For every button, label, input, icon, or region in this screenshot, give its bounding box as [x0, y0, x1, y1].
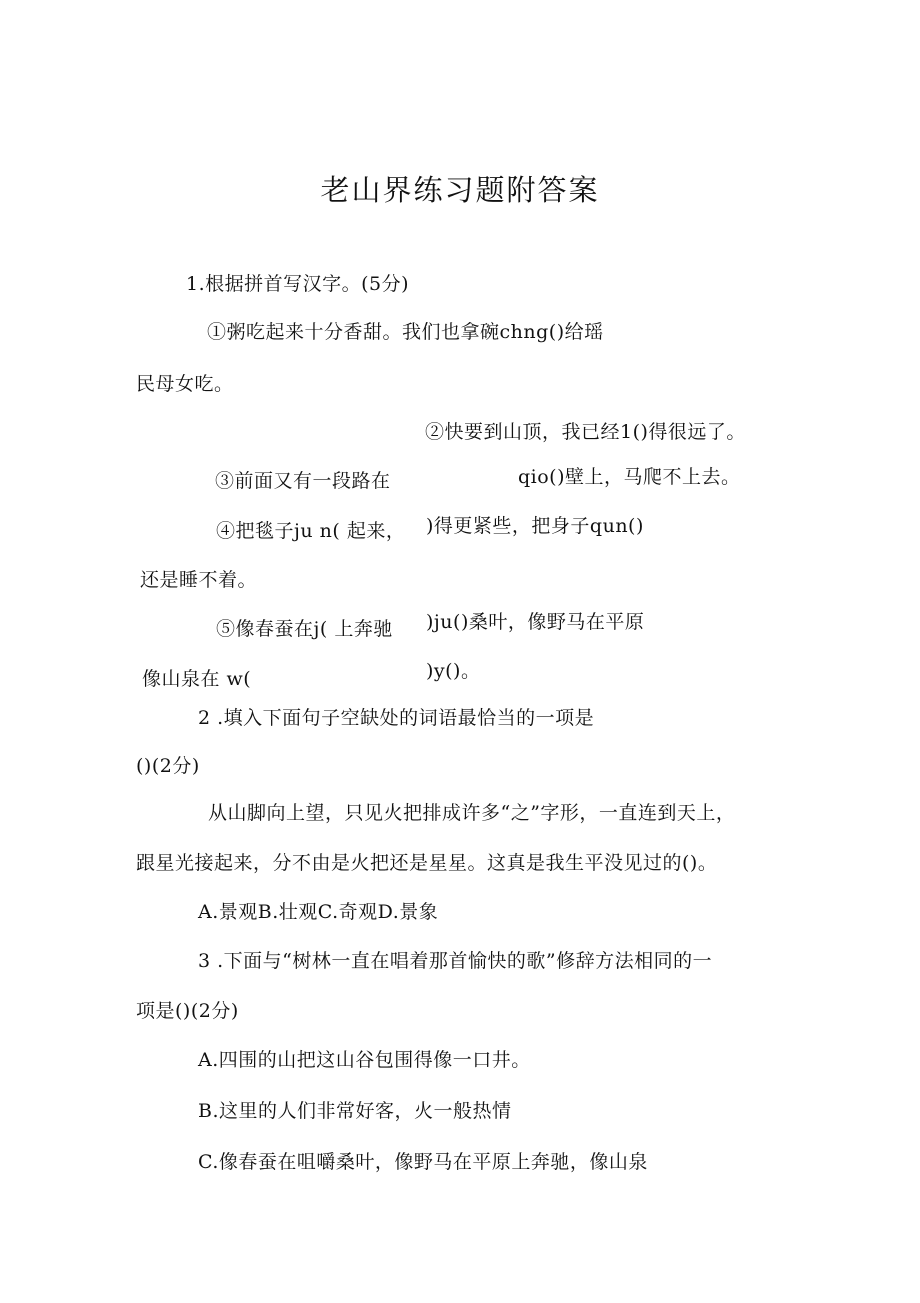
question-1-item-5-part-2: )ju()桑叶，像野马在平原 [426, 611, 645, 633]
question-1-item-4-part-1: ④把毯子ju n( 起来， [216, 520, 406, 542]
question-1-item-1-line-2: 民母女吃。 [136, 373, 234, 395]
question-2-heading-line-2: ()(2分) [136, 755, 200, 777]
question-3-option-b: B.这里的人们非常好客，火一般热情 [198, 1100, 512, 1122]
question-1-item-4-line-2: 还是睡不着。 [140, 569, 258, 591]
question-3-option-a: A.四围的山把这山谷包围得像一口井。 [198, 1049, 531, 1071]
question-3-option-c: C.像春蚕在咀嚼桑叶，像野马在平原上奔驰，像山泉 [198, 1151, 648, 1173]
question-1-item-1-line-1: ①粥吃起来十分香甜。我们也拿碗chng()给瑶 [207, 321, 604, 343]
question-1-item-3-part-1: ③前面又有一段路在 [215, 470, 391, 492]
question-1-heading: 1.根据拼首写汉字。(5分) [186, 273, 410, 295]
question-2-options: A.景观B.壮观C.奇观D.景象 [198, 901, 439, 923]
question-2-passage-line-2: 跟星光接起来，分不由是火把还是星星。这真是我生平没见过的()。 [136, 852, 718, 874]
question-2-heading: 2 .填入下面句子空缺处的词语最恰当的一项是 [198, 707, 595, 729]
question-1-item-5-part-3: 像山泉在 w( [142, 668, 252, 690]
question-1-item-3-part-2: qio()壁上，马爬不上去。 [518, 466, 741, 488]
question-1-item-2: ②快要到山顶，我已经1()得很远了。 [425, 421, 746, 443]
question-3-heading: 3 .下面与“树林一直在唱着那首愉快的歌”修辞方法相同的一 [198, 950, 713, 972]
question-1-item-5-part-1: ⑤像春蚕在j( 上奔驰 [216, 618, 393, 640]
question-2-passage-line-1: 从山脚向上望，只见火把排成许多“之”字形，一直连到天上， [208, 802, 736, 824]
page-title: 老山界练习题附答案 [320, 173, 600, 207]
question-3-heading-line-2: 项是()(2分) [136, 1000, 239, 1022]
question-1-item-5-part-4: )y()。 [426, 660, 481, 682]
question-1-item-4-part-2: )得更紧些，把身子qun() [426, 515, 644, 537]
